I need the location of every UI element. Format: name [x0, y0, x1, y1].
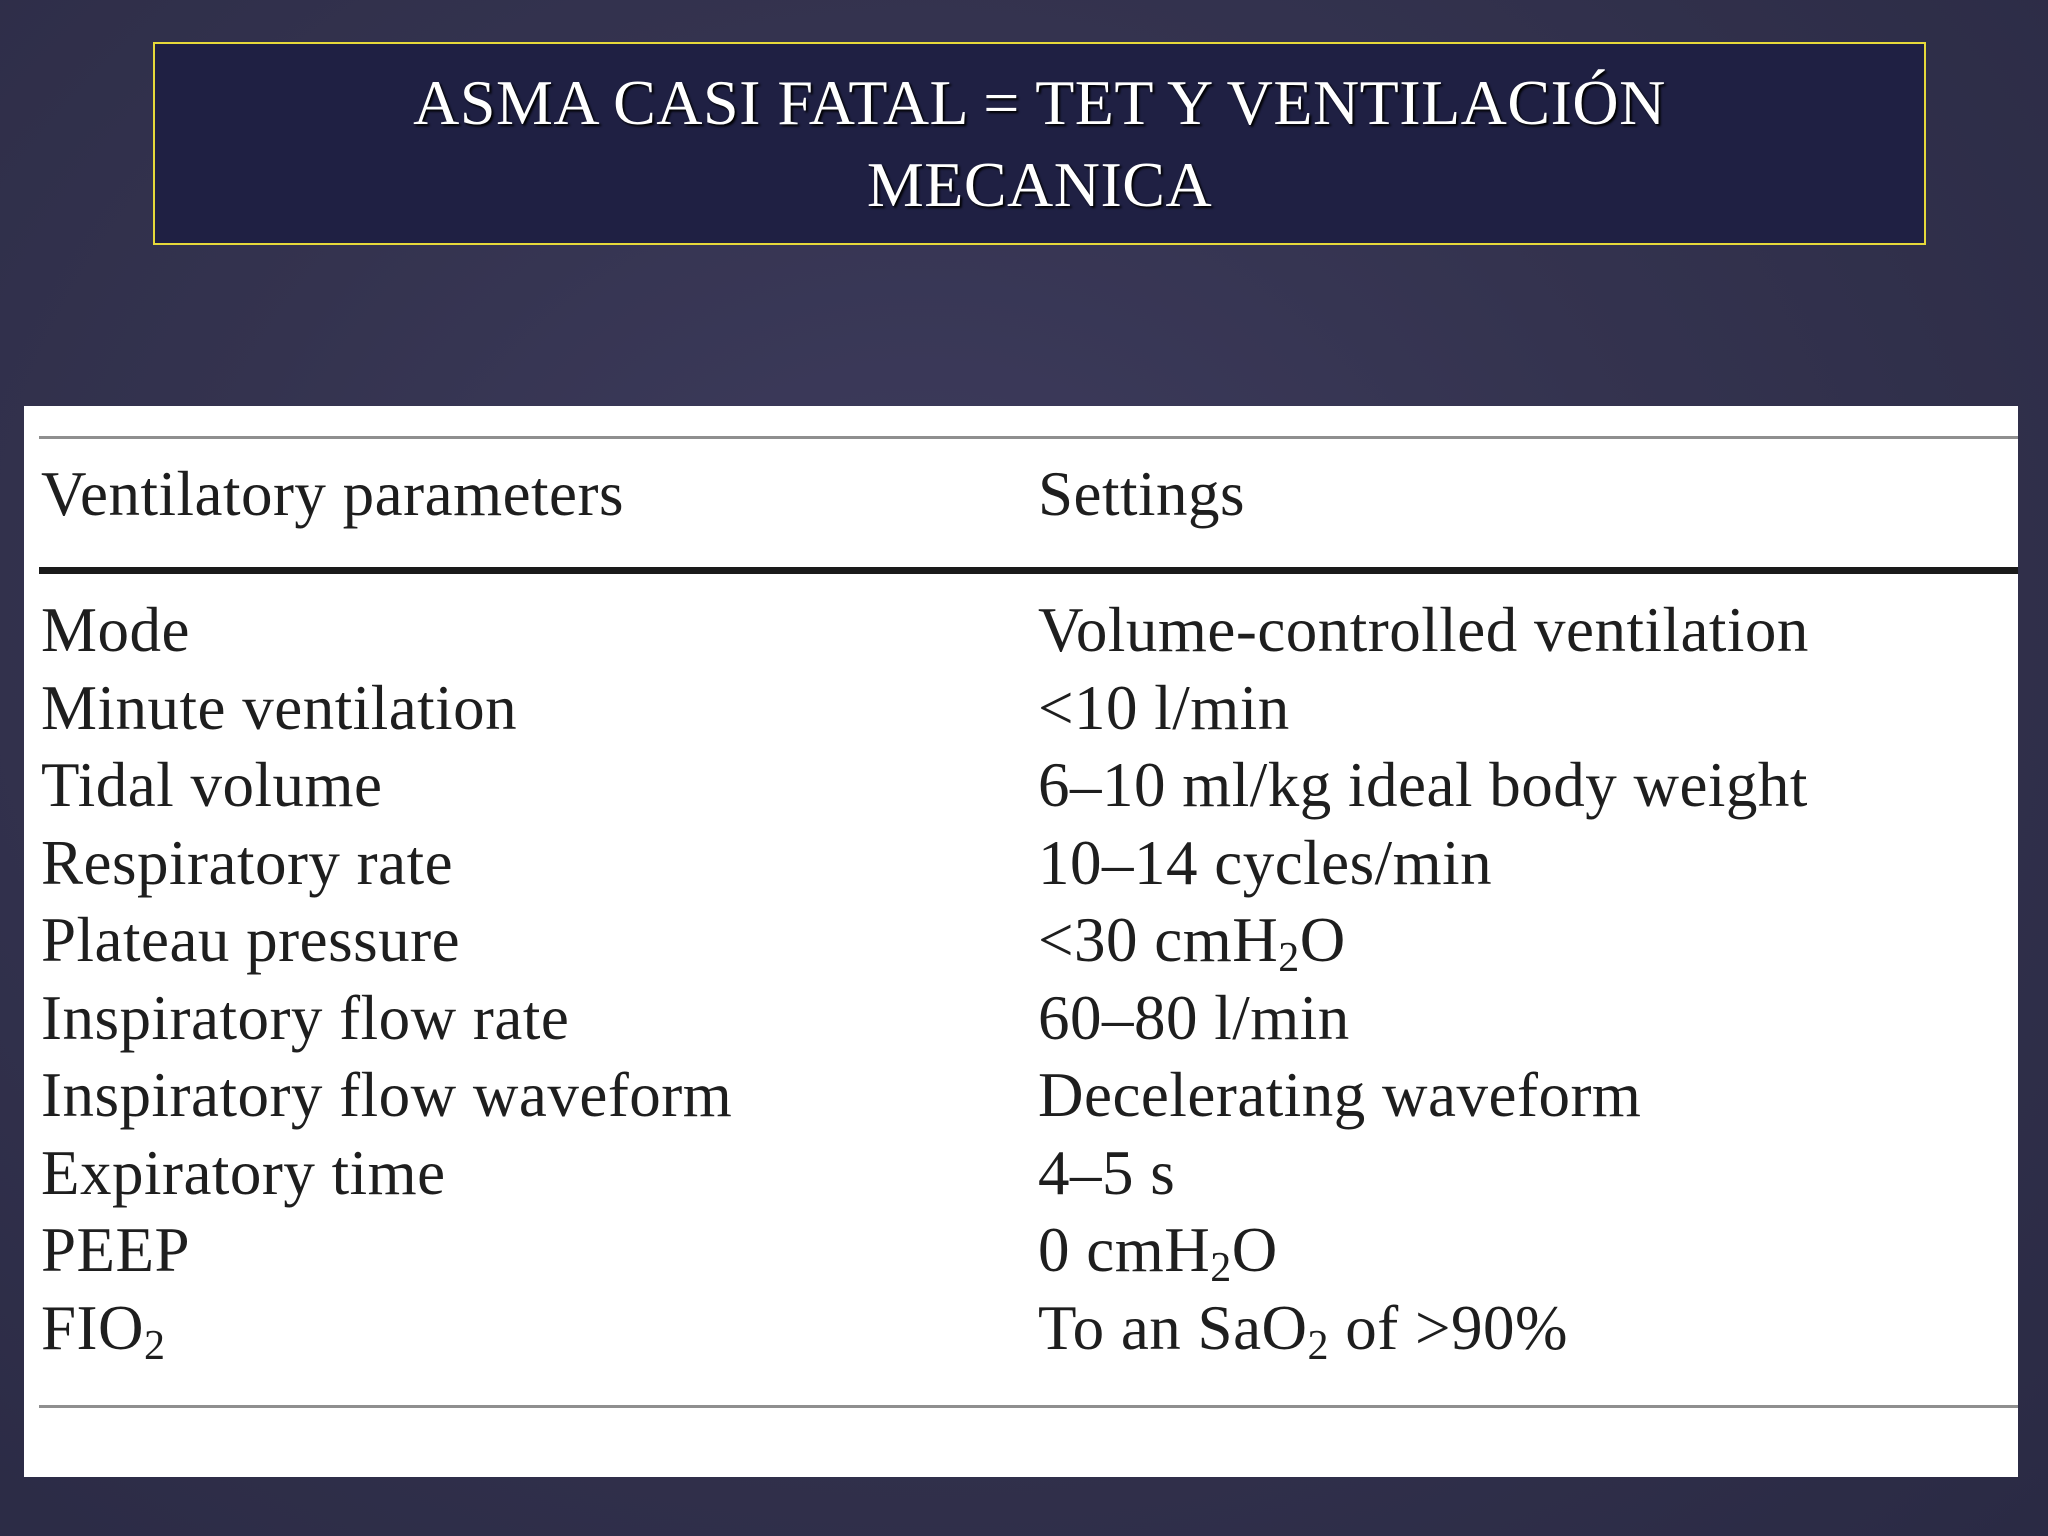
table-body — [24, 592, 2018, 1367]
table-row — [24, 747, 2018, 825]
setting-mode: Volume-controlled ventilation — [1038, 595, 1809, 665]
setting-respiratory-rate: 10–14 cycles/min — [1038, 827, 1493, 898]
table-row — [24, 1135, 2018, 1213]
setting-tidal-volume: 6–10 ml/kg ideal body weight — [1038, 750, 1808, 820]
setting-peep — [1038, 1212, 1278, 1289]
setting-fio2-main: To an SaO — [1038, 1292, 1308, 1363]
setting-plateau-pressure-subscript: 2 — [1278, 935, 1300, 981]
param-peep: PEEP — [41, 1215, 191, 1285]
setting-inspiratory-flow-waveform: Decelerating waveform — [1038, 1060, 1642, 1130]
setting-minute-ventilation: <10 l/min — [1038, 672, 1290, 743]
table-row — [24, 1057, 2018, 1135]
setting-expiratory-time: 4–5 s — [1038, 1137, 1176, 1208]
table-row — [24, 670, 2018, 748]
setting-inspiratory-flow-rate: 60–80 l/min — [1038, 982, 1350, 1053]
setting-plateau-pressure-main: <30 cmH — [1038, 905, 1279, 975]
param-fio2-main: FIO — [41, 1292, 145, 1363]
param-expiratory-time: Expiratory time — [41, 1137, 446, 1208]
table-top-rule — [39, 436, 2018, 439]
table-row — [24, 980, 2018, 1058]
header-settings: Settings — [1038, 459, 1246, 529]
param-fio2 — [41, 1290, 166, 1367]
slide-title-line-2: MECANICA — [866, 148, 1213, 220]
slide-title-box — [153, 42, 1926, 245]
param-respiratory-rate: Respiratory rate — [41, 827, 454, 898]
table-row — [24, 1212, 2018, 1290]
header-ventilatory-parameters: Ventilatory parameters — [41, 459, 625, 529]
table-header-rule — [39, 567, 2018, 574]
param-inspiratory-flow-rate: Inspiratory flow rate — [41, 982, 570, 1053]
setting-fio2-suffix: of >90% — [1329, 1292, 1569, 1363]
table-row — [24, 902, 2018, 980]
setting-peep-main: 0 cmH — [1038, 1215, 1211, 1285]
param-inspiratory-flow-waveform: Inspiratory flow waveform — [41, 1060, 733, 1130]
setting-plateau-pressure — [1038, 902, 1346, 979]
param-mode: Mode — [41, 595, 190, 665]
setting-plateau-pressure-suffix: O — [1299, 905, 1346, 975]
slide-title-line-1: ASMA CASI FATAL = TET Y VENTILACIÓN — [413, 66, 1666, 138]
table-row — [24, 592, 2018, 670]
setting-peep-suffix: O — [1231, 1215, 1278, 1285]
table-row — [24, 825, 2018, 903]
table-bottom-rule — [39, 1405, 2018, 1408]
param-minute-ventilation: Minute ventilation — [41, 672, 518, 743]
param-plateau-pressure: Plateau pressure — [41, 905, 461, 975]
param-tidal-volume: Tidal volume — [41, 750, 383, 820]
setting-fio2 — [1038, 1290, 1568, 1367]
setting-fio2-subscript: 2 — [1307, 1322, 1330, 1369]
setting-peep-subscript: 2 — [1210, 1245, 1232, 1291]
table-row — [24, 1290, 2018, 1368]
ventilator-settings-table — [24, 406, 2018, 1477]
param-fio2-subscript: 2 — [144, 1322, 166, 1369]
